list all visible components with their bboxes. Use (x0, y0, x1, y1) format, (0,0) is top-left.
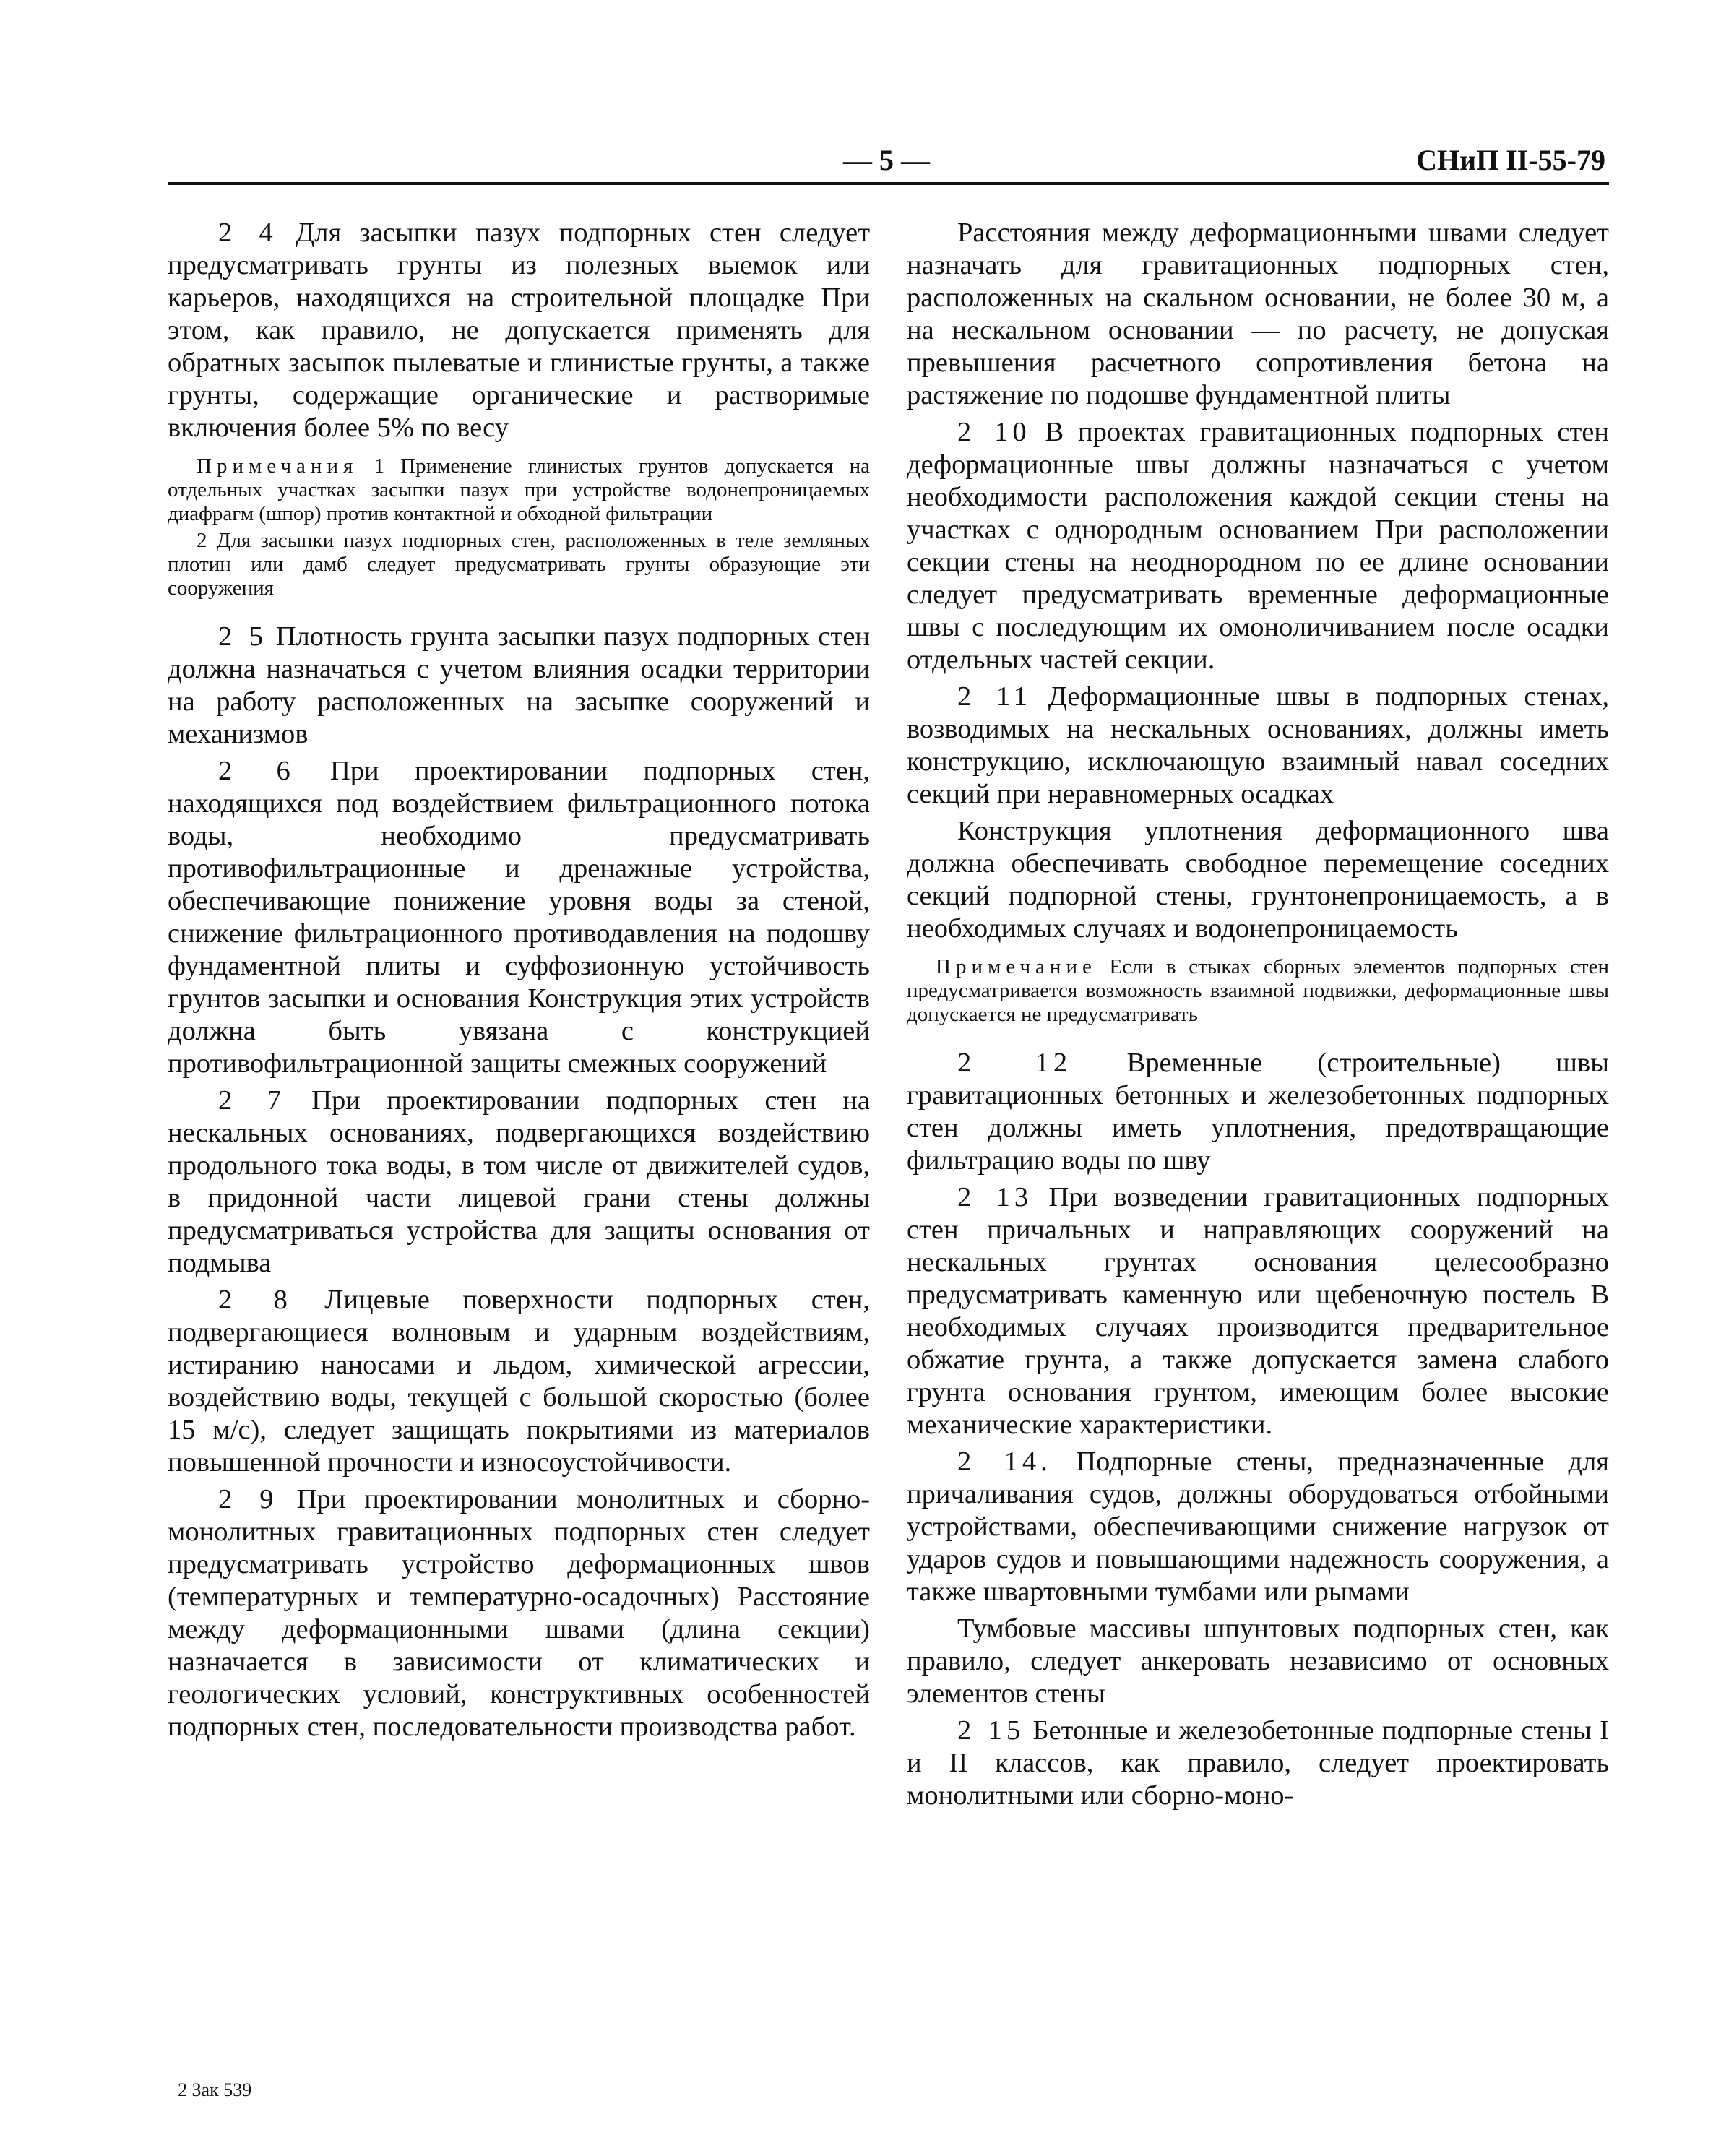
clause-text: Бетонные и железобетонные подпорные стены I и II классов, как правило, следует проектировать монолитными или сборно-моно- (907, 1715, 1610, 1811)
clause-number: 2 13 (957, 1182, 1033, 1212)
clause-2-9-continued: Расстояния между деформационными швами следует назначать для гравитационных подпорных стен, расположенных на скальном основании, не более 30 м, а на нескальном основании — по расчету, не допуская превышения расчетного сопротивления бетона на растяжение по подошве фундаментной плиты (907, 217, 1609, 410)
clause-text: Плотность грунта засыпки пазух подпорных стен должна назначаться с учетом влияния осадки территории на работу расположенных на засыпке сооружений и механизмов (168, 621, 871, 749)
clause-number: 2 6 (218, 756, 295, 786)
clause-number: 2 11 (957, 681, 1032, 712)
note-2: 2 Для засыпки пазух подпорных стен, расположенных в теле земляных плотин или дамб следует предусматривать грунты образующие эти сооружения (168, 529, 870, 600)
clause-2-15 (907, 1715, 1609, 1812)
clause-2-14 (907, 1446, 1609, 1608)
clause-text: При проектировании подпорных стен на нескальных основаниях, подвергающихся воздействию продольного тока воды, в том числе от движителей судов, в придонной части лицевой грани стены должны предусматриваться устройства для защиты основания от подмыва (168, 1085, 871, 1278)
clause-number: 2 14. (957, 1446, 1052, 1477)
document-code: СНиП II-55-79 (1416, 144, 1605, 176)
clause-number: 2 5 (218, 621, 268, 652)
header-rule (168, 182, 1609, 185)
clause-number: 2 9 (218, 1484, 278, 1514)
clause-text: Для засыпки пазух подпорных стен следует предусматривать грунты из полезных выемок или карьеров, находящихся на строительной площадке При этом, как правило, не допускается применять для обратных засыпок пылеватые и глинистые грунты, а также грунты, содержащие органические и растворимые включения более 5% по весу (168, 217, 871, 443)
note-text: Если в стыках сборных элементов подпорных стен предусматривается возможность взаимной подвижки, деформационные швы допускается не предусматривать (907, 955, 1609, 1026)
clause-text: При проектировании монолитных и сборно-монолитных гравитационных подпорных стен следует предусматривать устройство деформационных швов (температурных и температурно-осадочных) Расстояние между деформационными швами (длина секции) назначается в зависимости от климатических и геологических условий, конструктивных особенностей подпорных стен, последовательности производства работ. (168, 1484, 871, 1742)
note-3 (907, 955, 1609, 1027)
note-text: 1 Применение глинистых грунтов допускается на отдельных участках засыпки пазух при устройстве водонепроницаемых диафрагм (шпор) против контактной и обходной фильтрации (168, 454, 870, 525)
print-order-footer: 2 Зак 539 (178, 2079, 252, 2100)
clause-number: 2 12 (957, 1048, 1072, 1078)
clause-2-12 (907, 1047, 1609, 1177)
right-column (907, 217, 1609, 1816)
clause-text: Подпорные стены, предназначенные для причаливания судов, должны оборудоваться отбойными устройствами, обеспечивающими снижение нагрузок от ударов судов и повышающими надежность сооружения, а также швартовными тумбами или рымами (907, 1446, 1610, 1607)
clause-2-14-continued: Тумбовые массивы шпунтовых подпорных стен, как правило, следует анкеровать независимо от основных элементов стены (907, 1613, 1609, 1709)
clause-number: 2 10 (957, 417, 1031, 447)
notes-block (168, 454, 870, 600)
clause-number: 2 4 (218, 217, 277, 248)
clause-2-6 (168, 755, 870, 1080)
clause-2-7 (168, 1085, 870, 1280)
clause-text: Деформационные швы в подпорных стенах, возводимых на нескальных основаниях, должны иметь конструкцию, исключающую взаимный навал соседних секций при неравномерных осадках (907, 681, 1609, 809)
page-number: — 5 — (843, 144, 930, 176)
clause-2-8 (168, 1284, 870, 1479)
note-block (907, 955, 1609, 1027)
clause-2-5 (168, 621, 870, 751)
clause-number: 2 8 (218, 1285, 292, 1315)
clause-text: При проектировании подпорных стен, находящихся под воздействием фильтрационного потока воды, необходимо предусматривать противофильтрационные и дренажные устройства, обеспечивающие понижение уровня воды за стеной, снижение фильтрационного противодавления на подошву фундаментной плиты и суффозионную устойчивость грунтов засыпки и основания Конструкция этих устройств должна быть увязана с конструкцией противофильтрационной защиты смежных сооружений (168, 756, 870, 1079)
clause-2-11 (907, 681, 1609, 811)
clause-text: В проектах гравитационных подпорных стен деформационные швы должны назначаться с учетом необходимости расположения каждой секции стены на участках с однородным основанием При расположении секции стены на неоднородном по ее длине основании следует предусматривать временные деформационные швы с последующим их омоноличиванием после осадки отдельных частей секции. (907, 417, 1609, 675)
clause-text: Лицевые поверхности подпорных стен, подвергающиеся волновым и ударным воздействиям, истиранию наносами и льдом, химической агрессии, воздействию воды, текущей с большой скоростью (более 15 м/с), следует защищать покрытиями из материалов повышенной прочности и износоустойчивости. (168, 1285, 871, 1478)
clause-2-11-continued: Конструкция уплотнения деформационного шва должна обеспечивать свободное перемещение соседних секций подпорной стены, грунтонепроницаемость, а в необходимых случаях и водонепроницаемость (907, 816, 1609, 944)
clause-2-13 (907, 1181, 1609, 1441)
page-header (168, 143, 1605, 185)
left-column (168, 217, 870, 1748)
note-lead: Примечание (936, 955, 1097, 978)
note-lead: Примечания (197, 454, 358, 478)
clause-text: При возведении гравитационных подпорных стен причальных и направляющих сооружений на нескальных грунтах основания целесообразно предусматривать каменную или щебеночную постель В необходимых случаях производится предварительное обжатие грунта, а также допускается замена слабого грунта основания грунтом, имеющим более высокие механические характеристики. (907, 1182, 1609, 1440)
clause-2-9 (168, 1483, 870, 1743)
clause-2-10 (907, 416, 1609, 676)
clause-text: Временные (строительные) швы гравитационных бетонных и железобетонных подпорных стен должны иметь уплотнения, предотвращающие фильтрацию воды по шву (907, 1048, 1609, 1176)
clause-2-4 (168, 217, 870, 444)
note-1 (168, 454, 870, 526)
clause-number: 2 7 (218, 1085, 285, 1116)
clause-number: 2 15 (957, 1715, 1025, 1746)
